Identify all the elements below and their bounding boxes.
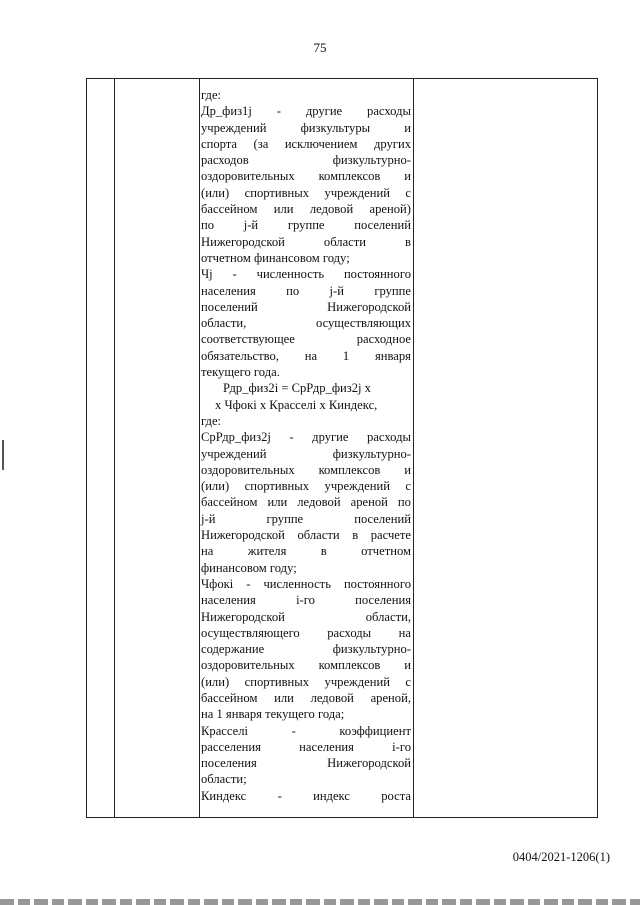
text-word: поселений — [354, 218, 411, 233]
text-line — [201, 331, 411, 347]
text-word: учреждений — [324, 674, 390, 689]
text-word: (или) — [201, 674, 230, 689]
text-word: учреждений — [324, 479, 390, 494]
text-word: - — [289, 430, 294, 445]
text-word: оздоровительных — [201, 462, 295, 477]
text-word: расчете — [370, 528, 411, 543]
table-column-divider — [199, 79, 200, 817]
text-word: расходов — [201, 153, 249, 168]
text-line — [201, 299, 411, 315]
text-word: или — [267, 495, 288, 510]
text-word: оздоровительных — [201, 169, 295, 184]
text-word: на — [398, 625, 411, 640]
text-word: спорта — [201, 136, 238, 151]
text-word: расходы — [367, 430, 411, 445]
text-word: физкультуры — [300, 120, 371, 135]
text-word: области, — [201, 316, 247, 331]
text-line — [201, 511, 411, 527]
text-word: жителя — [247, 544, 287, 559]
text-line — [201, 657, 411, 673]
text-word: 1 — [342, 348, 350, 363]
text-line — [201, 755, 411, 771]
text-word: ледовой — [309, 202, 354, 217]
text-word: группе — [266, 511, 304, 526]
text-word: расходное — [356, 332, 411, 347]
text-word: Чj — [201, 267, 213, 282]
text-line: на 1 января текущего года; — [201, 707, 345, 722]
text-line — [201, 788, 411, 804]
text-word: области, — [365, 609, 411, 624]
text-word: содержание — [201, 642, 265, 657]
text-word: области — [297, 528, 340, 543]
text-line — [201, 429, 411, 445]
text-line — [201, 674, 411, 690]
text-word: или — [273, 202, 294, 217]
text-word: j-й — [329, 283, 344, 298]
text-word: комплексов — [318, 658, 381, 673]
text-line: области; — [201, 772, 247, 787]
text-word: роста — [381, 788, 411, 803]
table-column-divider — [413, 79, 414, 817]
text-word: і-го — [392, 739, 411, 754]
text-word: по — [201, 218, 215, 233]
text-word: (за — [253, 136, 269, 151]
text-word: с — [405, 674, 411, 689]
text-word: физкультурно- — [332, 642, 411, 657]
text-word: в — [352, 528, 359, 543]
text-word: в — [405, 234, 411, 249]
text-word: (или) — [201, 185, 230, 200]
text-line: x Чфокі x Красселі x Киндекс, — [215, 397, 378, 412]
text-line — [201, 592, 411, 608]
text-word: учреждений — [324, 185, 390, 200]
scan-edge-strip — [0, 899, 640, 905]
text-word: населения — [299, 739, 354, 754]
text-word: и — [404, 120, 411, 135]
text-word: другие — [312, 430, 349, 445]
text-word: с — [405, 479, 411, 494]
text-word: населения — [201, 283, 256, 298]
text-word: отчетном — [361, 544, 411, 559]
text-line — [201, 527, 411, 543]
text-word: (или) — [201, 479, 230, 494]
text-line — [201, 315, 411, 331]
text-word: или — [274, 690, 294, 705]
text-word: расходы — [367, 104, 411, 119]
text-word: j-й — [201, 511, 216, 526]
text-line: где: — [201, 88, 222, 102]
text-word: постоянного — [343, 576, 411, 591]
text-word: группе — [287, 218, 325, 233]
text-word: Нижегородской — [327, 299, 411, 314]
text-word: численность — [263, 576, 331, 591]
text-line — [201, 283, 411, 299]
text-word: комплексов — [318, 462, 381, 477]
text-word: другие — [305, 104, 343, 119]
text-word: бассейном — [201, 690, 258, 705]
text-word: Нижегородской — [201, 234, 285, 249]
text-word: соответствующее — [201, 332, 295, 347]
text-word: Чфокі — [201, 576, 234, 591]
text-line — [201, 266, 411, 282]
text-word: Нижегородской — [201, 609, 285, 624]
text-word: постоянного — [343, 267, 411, 282]
text-word: ареной, — [370, 690, 411, 705]
text-word: расселения — [201, 739, 261, 754]
text-line — [201, 494, 411, 510]
text-line — [201, 543, 411, 559]
text-word: и — [404, 658, 411, 673]
text-line — [201, 185, 411, 201]
text-word: населения — [201, 593, 256, 608]
text-word: января — [374, 348, 411, 363]
text-word: спортивных — [244, 185, 310, 200]
text-line: где: — [201, 413, 222, 428]
text-word: j-й — [243, 218, 259, 233]
text-line — [201, 152, 411, 168]
text-line — [201, 609, 411, 625]
text-line — [201, 103, 411, 119]
scan-mark — [2, 440, 4, 470]
text-line: отчетном финансовом году; — [201, 250, 350, 265]
text-word: коэффициент — [339, 723, 411, 738]
text-word: поселения — [355, 593, 411, 608]
text-line: финансовом году; — [201, 560, 297, 575]
text-line — [201, 462, 411, 478]
text-word: ледовой — [310, 690, 354, 705]
document-code: 0404/2021-1206(1) — [512, 850, 610, 864]
text-word: Нижегородской — [201, 528, 285, 543]
text-line — [201, 120, 411, 136]
text-word: ареной) — [369, 202, 411, 217]
text-word: Киндекс — [201, 788, 247, 803]
text-word: Др_физ1j — [201, 104, 252, 119]
table-cell-text — [201, 87, 411, 804]
text-line — [201, 690, 411, 706]
table-column-divider — [114, 79, 115, 817]
text-word: оздоровительных — [201, 658, 295, 673]
text-word: осуществляющего — [201, 625, 300, 640]
text-word: бассейном — [201, 202, 258, 217]
text-line — [201, 136, 411, 152]
text-word: поселений — [201, 299, 258, 314]
text-word: с — [405, 185, 411, 200]
text-word: поселения — [201, 756, 257, 771]
text-word: на — [201, 544, 214, 559]
text-word: учреждений — [201, 120, 267, 135]
text-line — [201, 625, 411, 641]
text-line — [201, 234, 411, 250]
text-word: индекс — [313, 788, 350, 803]
text-word: обязательство, — [201, 348, 279, 363]
text-word: - — [277, 788, 282, 803]
page-number: 75 — [313, 40, 327, 55]
text-word: учреждений — [201, 446, 267, 461]
text-word: физкультурно- — [332, 153, 411, 168]
text-word: спортивных — [244, 479, 310, 494]
text-word: численность — [256, 267, 325, 282]
text-word: по — [397, 495, 411, 510]
text-word: і-го — [296, 593, 315, 608]
text-line — [201, 168, 411, 184]
text-line: Рдр_физ2i = СрРдр_физ2j x — [223, 381, 371, 396]
text-word: бассейном — [201, 495, 258, 510]
text-line — [201, 348, 411, 364]
document-table — [86, 78, 598, 818]
text-line — [201, 217, 411, 233]
text-line — [201, 446, 411, 462]
text-word: - — [276, 104, 281, 119]
text-line — [201, 739, 411, 755]
text-word: ареной — [350, 495, 388, 510]
text-line — [201, 201, 411, 217]
text-word: на — [304, 348, 318, 363]
text-word: - — [232, 267, 237, 282]
text-word: расходы — [327, 625, 372, 640]
text-line — [201, 478, 411, 494]
text-word: исключением — [284, 136, 358, 151]
text-line — [201, 576, 411, 592]
text-line — [201, 723, 411, 739]
text-word: - — [291, 723, 296, 738]
text-word: области — [323, 234, 366, 249]
text-line: текущего года. — [201, 365, 280, 380]
text-word: по — [286, 283, 300, 298]
text-word: комплексов — [318, 169, 381, 184]
text-word: - — [246, 576, 251, 591]
text-word: и — [404, 169, 411, 184]
text-word: группе — [374, 283, 411, 298]
text-word: осуществляющих — [315, 316, 411, 331]
text-line — [201, 641, 411, 657]
text-word: физкультурно- — [332, 446, 411, 461]
text-word: спортивных — [244, 674, 310, 689]
text-word: в — [320, 544, 327, 559]
text-word: Нижегородской — [327, 756, 411, 771]
text-word: ледовой — [297, 495, 341, 510]
text-word: других — [373, 136, 411, 151]
text-word: СрРдр_физ2j — [201, 430, 271, 445]
text-word: поселений — [354, 511, 411, 526]
text-word: Красселі — [201, 723, 248, 738]
text-word: и — [404, 462, 411, 477]
